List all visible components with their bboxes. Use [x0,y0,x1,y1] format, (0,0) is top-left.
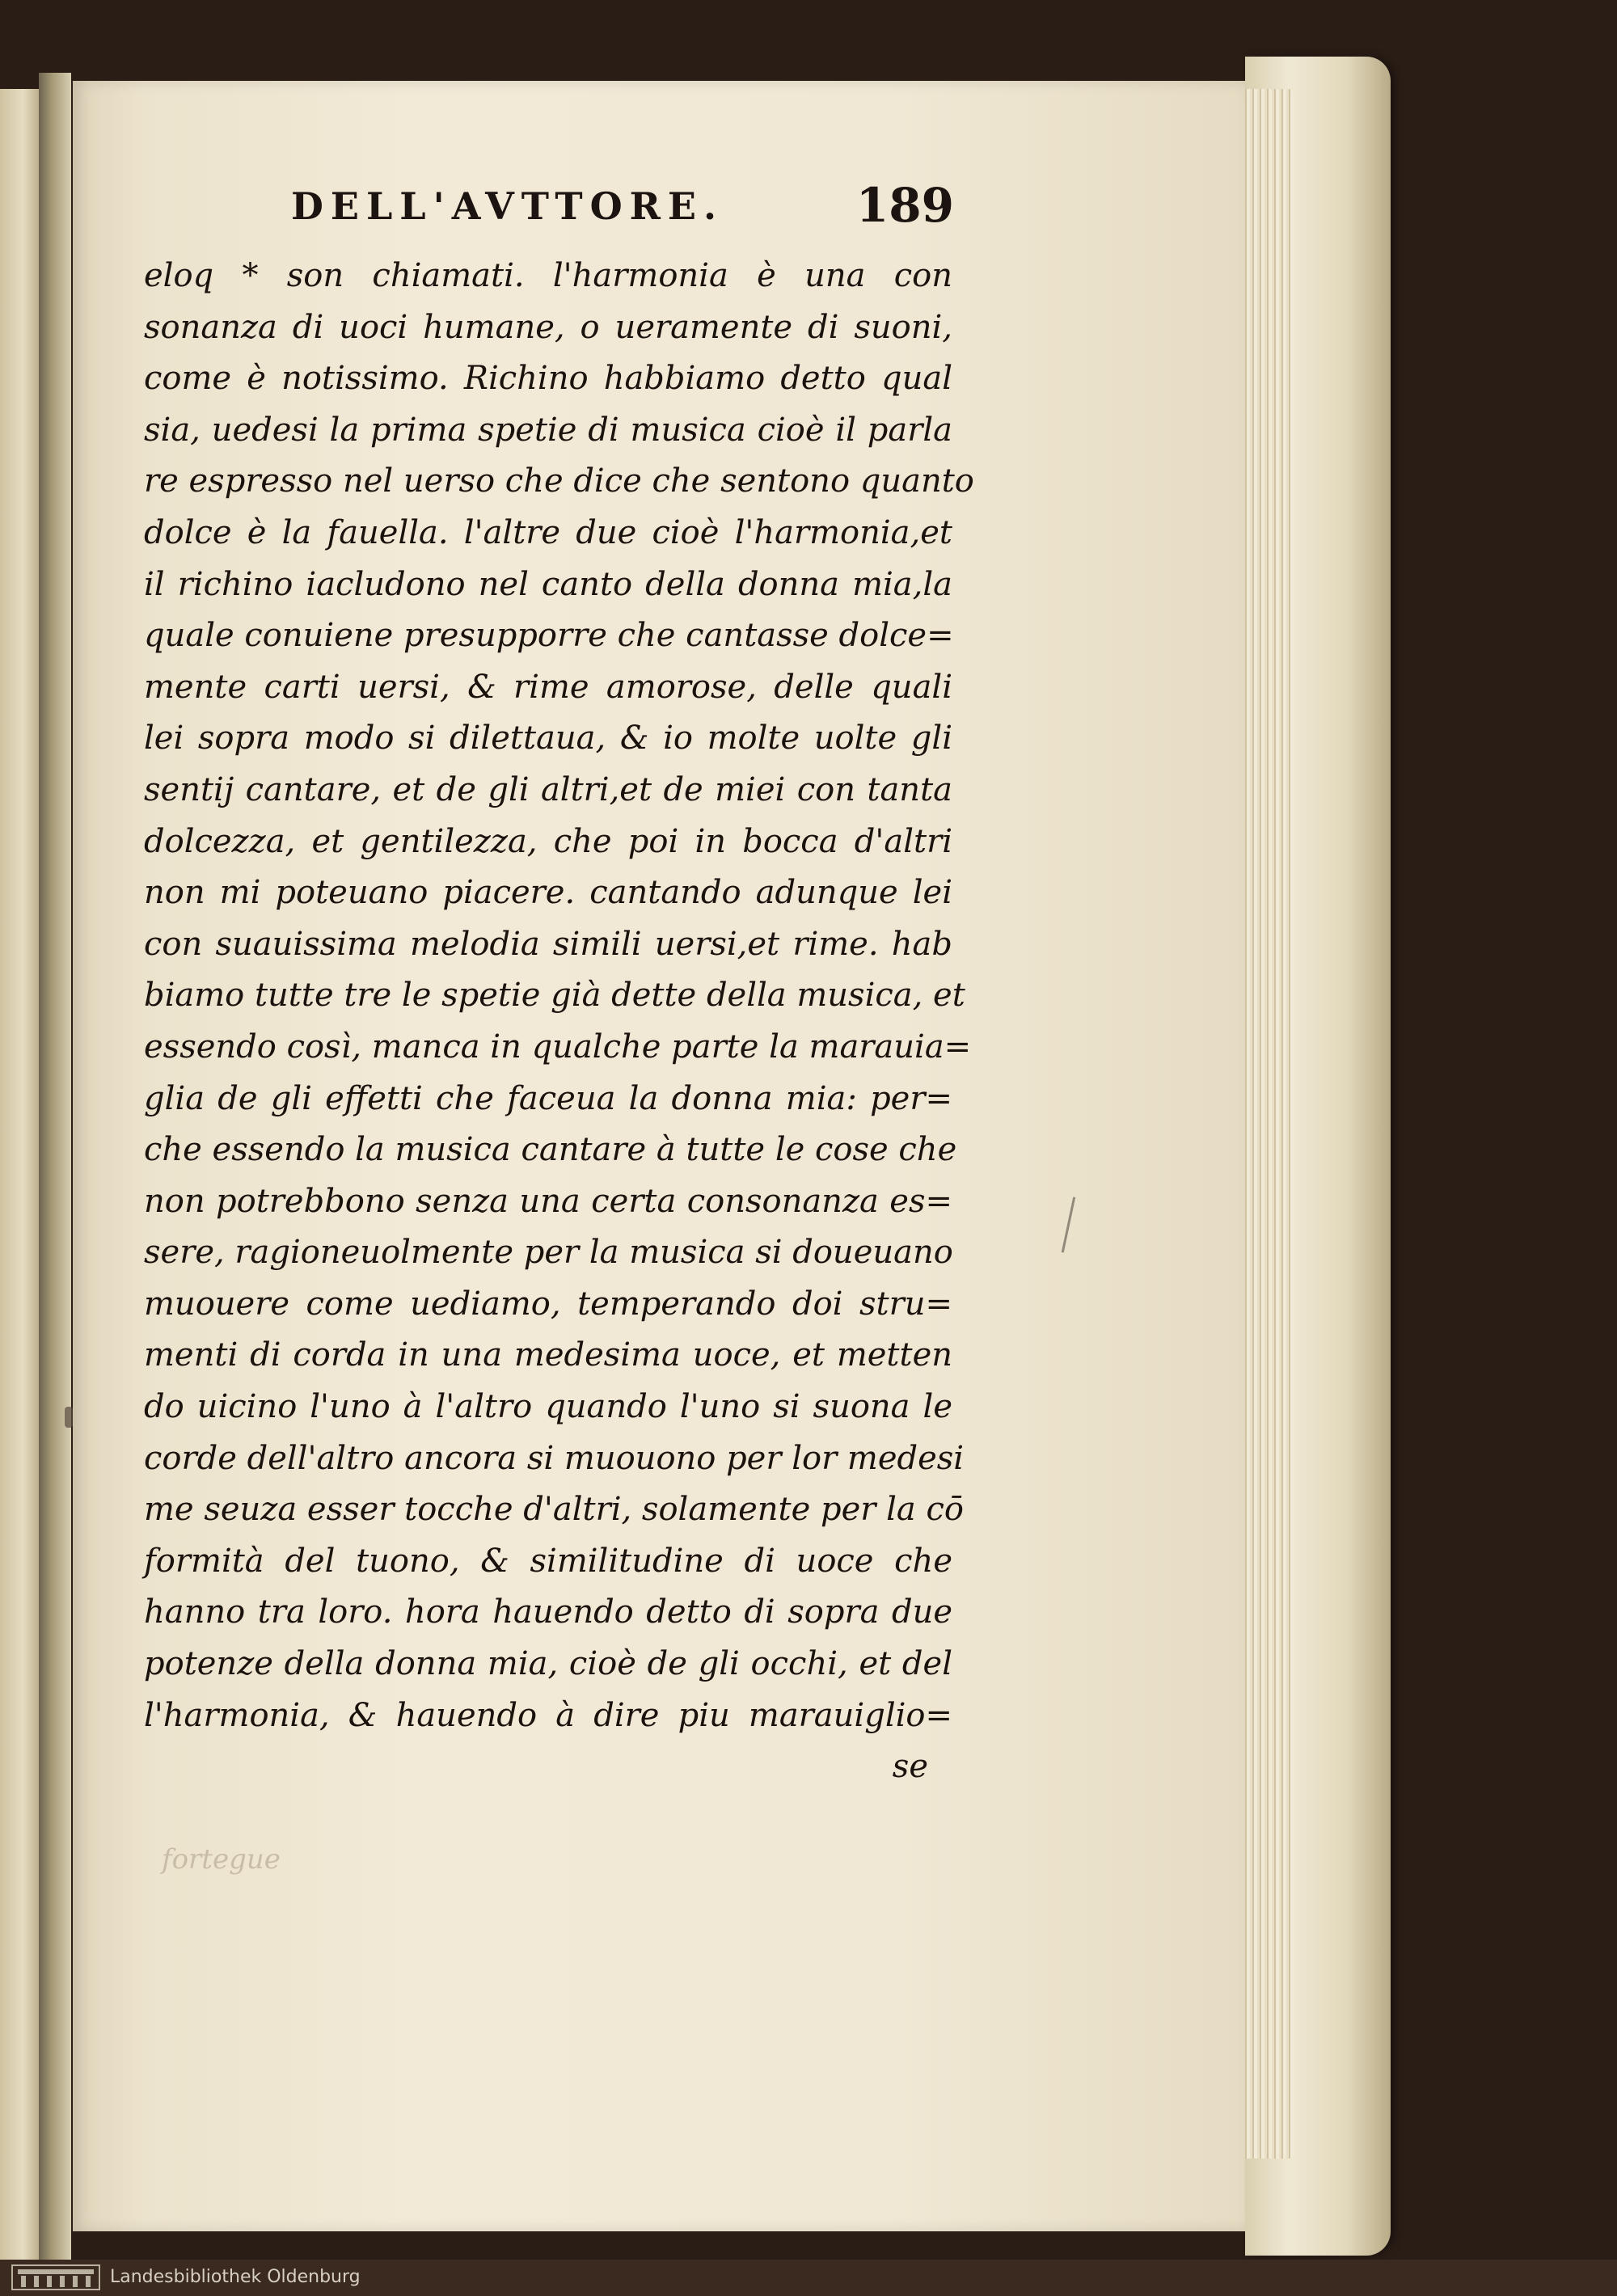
text-line: sonanza di uoci humane, o ueramente di suoni, [144,308,952,346]
text-line: essendo così, manca in qualche parte la marauia= [144,1028,972,1066]
library-logo-icon [11,2264,100,2290]
body-text [144,251,974,1793]
footer-bar [0,2260,1617,2296]
text-line: biamo tutte tre le spetie già dette della musica, et [144,977,965,1015]
text-line: sentij cantare, et de gli altri,et de miei con tanta [144,770,952,808]
text-line: do uicino l'uno à l'altro quando l'uno si suona le [144,1388,952,1426]
text-line: come è notissimo. Richino habbiamo detto qual [144,360,952,398]
text-line: lei sopra modo si dilettaua, & io molte uolte gli [144,720,952,758]
text-line: glia de gli effetti che faceua la donna mia: per= [144,1079,952,1117]
text-line: non mi poteuano piacere. cantando adunque lei [144,874,952,912]
pencil-mark [1062,1197,1075,1252]
text-line: dolce è la fauella. l'altre due cioè l'harmonia,et [144,513,952,551]
text-line: muouere come uediamo, temperando doi stru= [144,1285,952,1323]
page-number: 189 [855,178,954,233]
text-line: mente carti uersi, & rime amorose, delle quali [144,668,952,706]
page-header [210,178,954,251]
text-line: corde dell'altro ancora si muouono per lor medesi [144,1439,965,1477]
text-line: l'harmonia, & hauendo à dire piu marauiglio= [144,1696,952,1734]
text-line: re espresso nel uerso che dice che sentono quanto [144,462,974,500]
text-line: sia, uedesi la prima spetie di musica cioè il parla [144,411,952,449]
text-line: me seuza esser tocche d'altri, solamente per la cō [144,1491,964,1529]
previous-page-edge [0,89,41,2272]
running-head: DELL'AVTTORE. [291,184,724,228]
text-line: formità del tuono, & similitudine di uoce che [144,1542,952,1580]
text-line: non potrebbono senza una certa consonanza es= [144,1182,952,1220]
text-line: con suauissima melodia simili uersi,et rime. hab [144,925,952,963]
text-line: dolcezza, et gentilezza, che poi in bocca d'altri [144,822,952,860]
text-line: sere, ragioneuolmente per la musica si doueuano [144,1234,953,1272]
margin-note: fortegue [162,1843,281,1876]
text-line: potenze della donna mia, cioè de gli occhi, et del [144,1645,952,1683]
text-line: eloq * son chiamati. l'harmonia è una con [144,257,952,294]
book-spine [39,73,71,2280]
ink-smudge [65,1407,73,1428]
text-line: hanno tra loro. hora hauendo detto di sopra due [144,1593,952,1631]
text-line: che essendo la musica cantare à tutte le cose che [144,1131,957,1169]
text-line: il richino iacludono nel canto della donna mia,la [144,565,952,603]
catchword: se [892,1748,928,1786]
text-line: menti di corda in una medesima uoce, et metten [144,1336,952,1374]
library-name: Landesbibliothek Oldenburg [110,2267,361,2287]
text-line: quale conuiene presupporre che cantasse dolce= [144,617,954,655]
